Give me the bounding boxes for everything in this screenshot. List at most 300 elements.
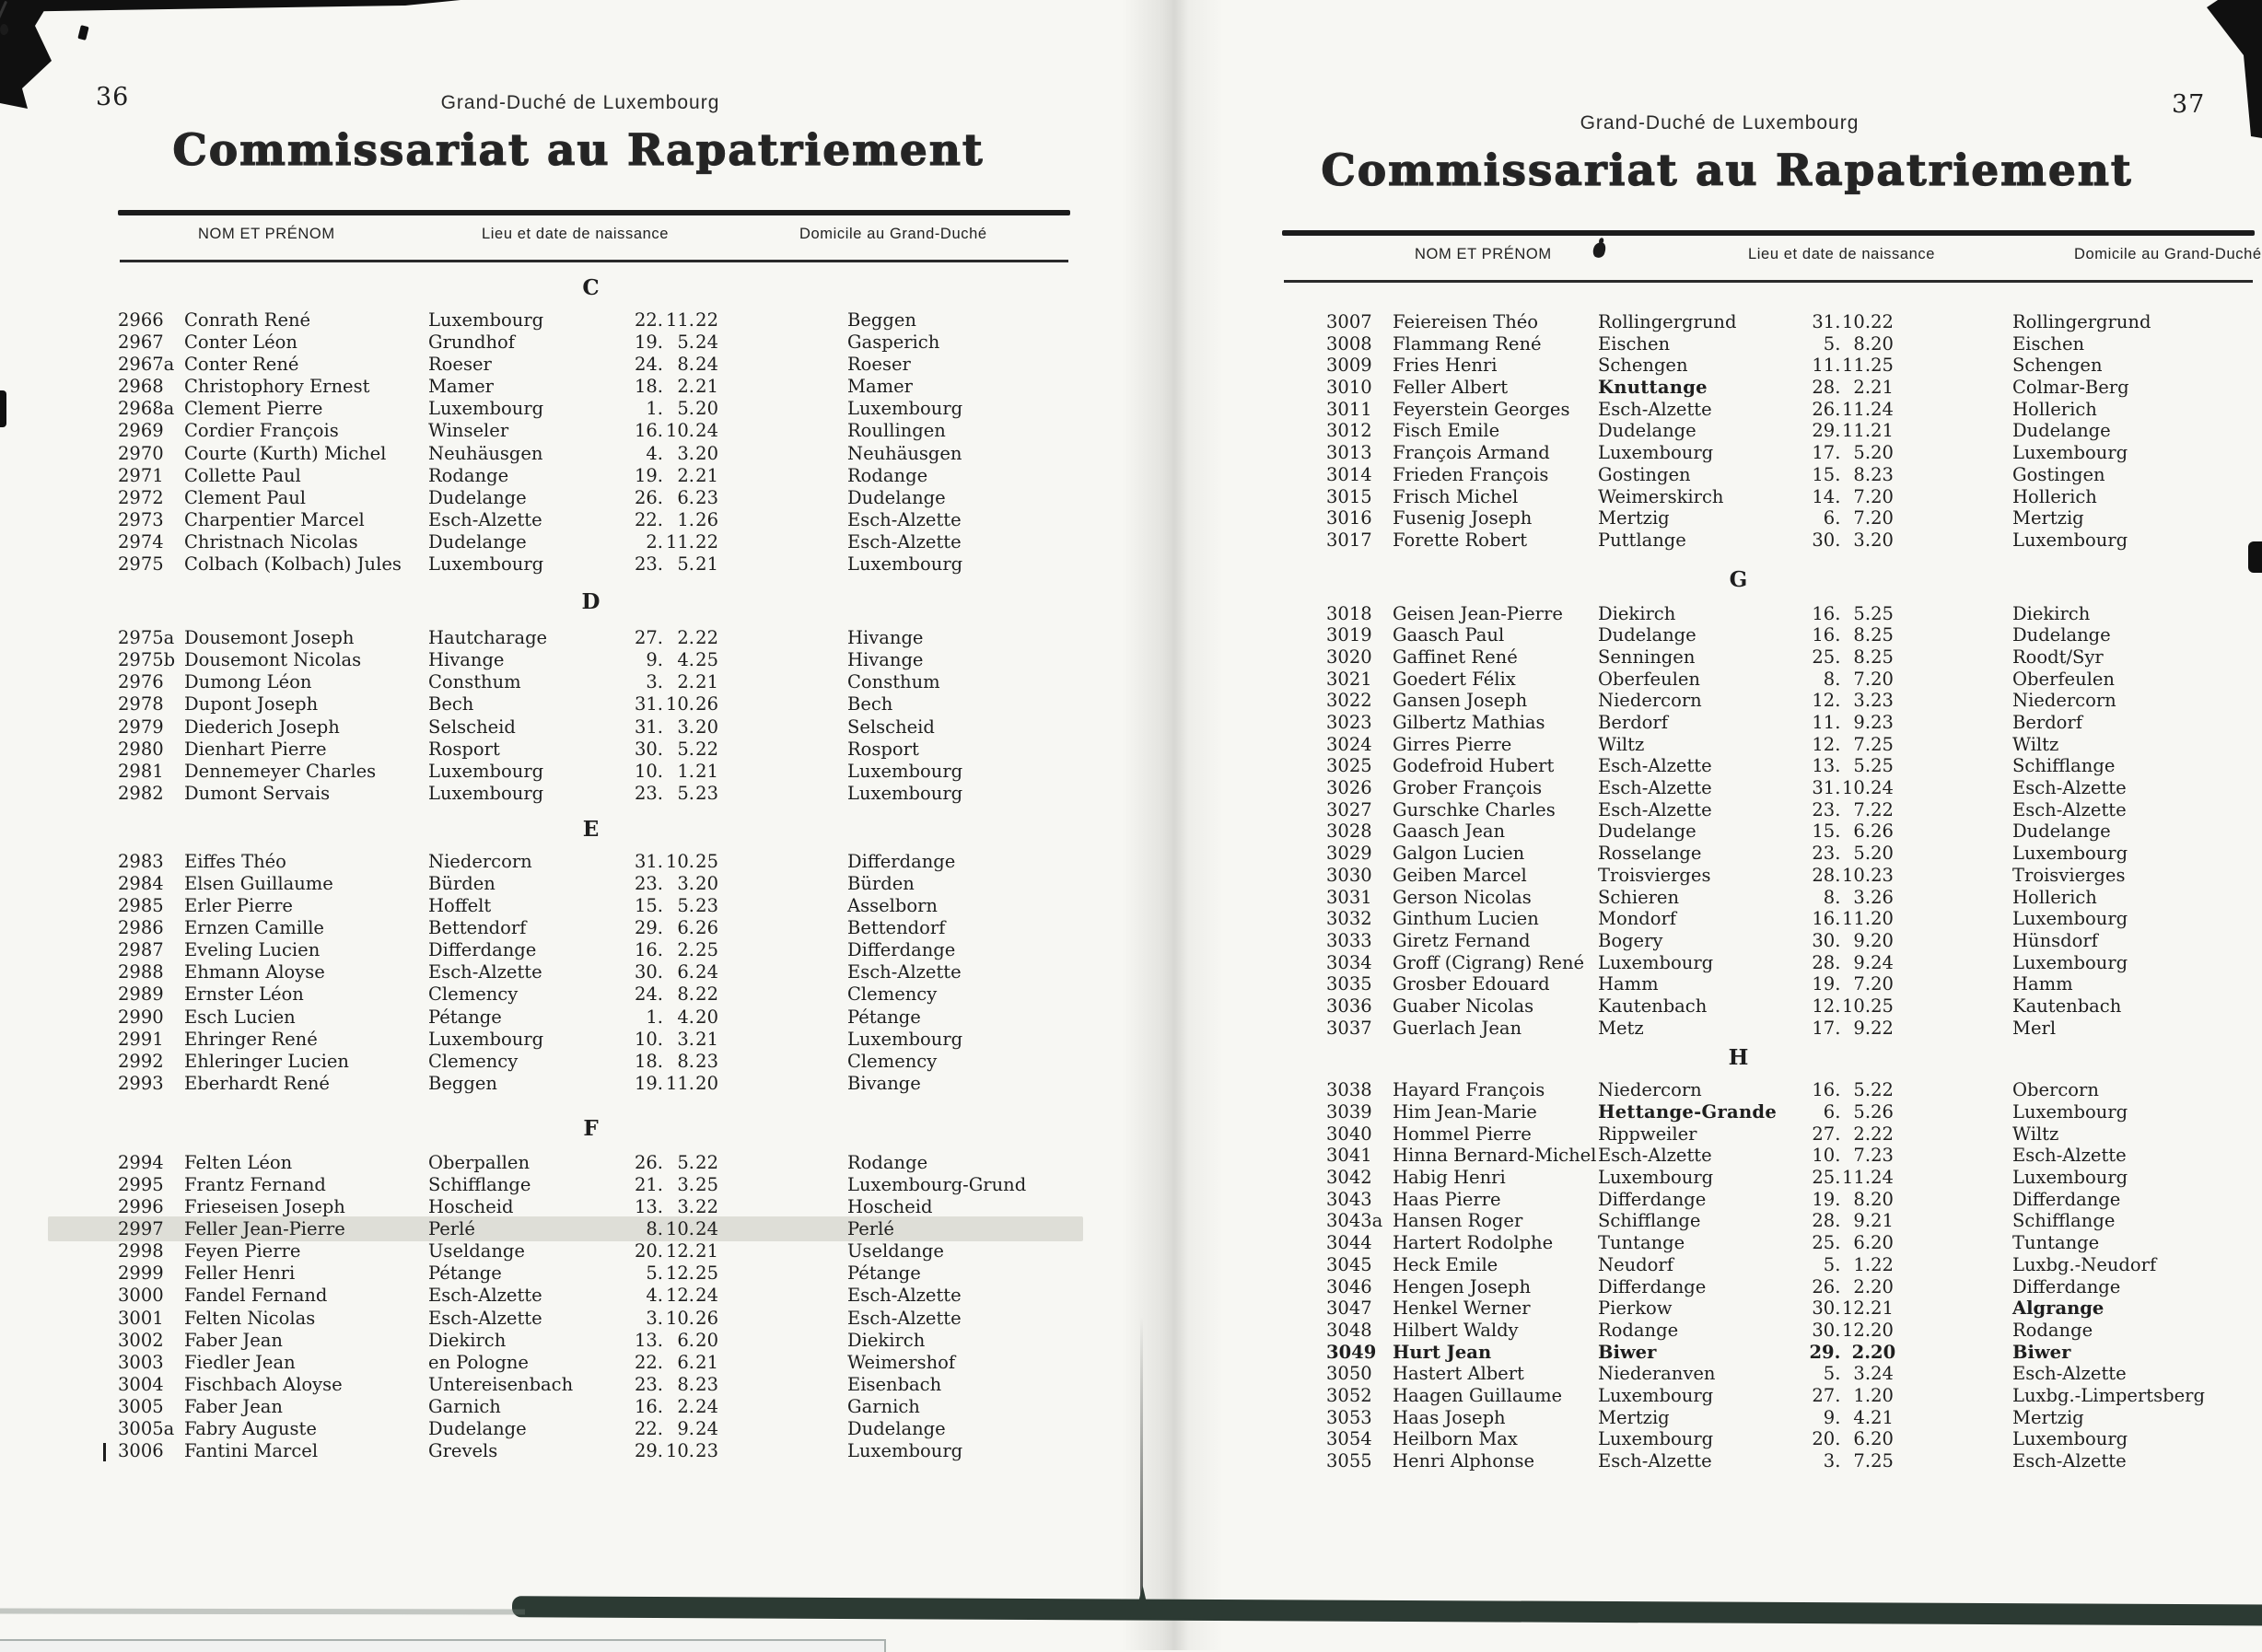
entry-birthdate bbox=[626, 332, 718, 354]
entry-number: 2966 bbox=[118, 309, 164, 331]
entry-domicile: Bivange bbox=[847, 1072, 921, 1094]
table-row bbox=[118, 716, 1076, 739]
birthdate-month: 10. bbox=[665, 1218, 694, 1240]
entry-number: 3054 bbox=[1326, 1428, 1372, 1450]
entry-name: Dennemeyer Charles bbox=[184, 760, 377, 782]
table-row bbox=[118, 895, 1076, 917]
birthdate-day: 30. bbox=[1812, 929, 1841, 951]
section-letter: G bbox=[1729, 566, 1749, 592]
birthdate-month: 10. bbox=[665, 1440, 694, 1462]
birthdate-day: 5. bbox=[1823, 1363, 1841, 1385]
entry-birthplace: Luxembourg bbox=[1598, 1428, 1714, 1450]
entry-domicile: Esch-Alzette bbox=[847, 961, 962, 983]
entry-domicile: Differdange bbox=[847, 850, 956, 872]
entry-number: 3055 bbox=[1326, 1450, 1372, 1472]
entry-birthdate bbox=[1805, 1018, 1894, 1040]
birthdate-month: 3. bbox=[677, 872, 694, 894]
entry-name: Geiben Marcel bbox=[1393, 864, 1527, 886]
birthdate-month: 7. bbox=[1853, 1145, 1871, 1167]
entry-birthdate bbox=[626, 465, 718, 487]
birthdate-day: 8. bbox=[1823, 668, 1841, 690]
entry-birthdate bbox=[1805, 1167, 1894, 1189]
page-fold-line bbox=[1140, 1317, 1143, 1608]
entry-domicile: Beggen bbox=[847, 309, 916, 331]
entry-birthdate bbox=[626, 354, 718, 376]
table-row bbox=[118, 1285, 1076, 1307]
birthdate-day: 4. bbox=[646, 442, 663, 464]
birthdate-month: 9. bbox=[1853, 1210, 1871, 1232]
table-row bbox=[1326, 507, 2256, 529]
entry-domicile: Rollingergrund bbox=[2012, 311, 2151, 332]
entry-birthplace: Consthum bbox=[428, 671, 521, 693]
entry-number: 3027 bbox=[1326, 798, 1372, 820]
birthdate-month: 2. bbox=[677, 671, 694, 693]
entry-number: 2968 bbox=[118, 376, 164, 398]
entry-name: Hayard François bbox=[1393, 1079, 1545, 1101]
entry-number: 3033 bbox=[1326, 929, 1372, 951]
entry-domicile: Schifflange bbox=[2012, 1210, 2116, 1232]
entry-birthplace: Esch-Alzette bbox=[428, 1285, 542, 1307]
entry-birthplace: Tuntange bbox=[1598, 1232, 1685, 1254]
entry-birthplace: Hamm bbox=[1598, 973, 1659, 995]
entry-domicile: Biwer bbox=[2012, 1341, 2071, 1363]
birthdate-year: 22 bbox=[695, 983, 718, 1006]
birthdate-day: 10. bbox=[634, 1028, 663, 1050]
entry-domicile: Bettendorf bbox=[847, 917, 946, 939]
entry-birthplace: Esch-Alzette bbox=[1598, 398, 1712, 420]
entry-birthdate bbox=[1805, 1342, 1894, 1364]
birthdate-day: 23. bbox=[634, 872, 663, 894]
entry-birthdate bbox=[1805, 1123, 1894, 1146]
birthdate-month: 2. bbox=[677, 376, 694, 398]
country-header: Grand-Duché de Luxembourg bbox=[440, 92, 720, 113]
entry-name: Gerson Nicolas bbox=[1393, 886, 1532, 908]
entry-number: 2985 bbox=[118, 895, 164, 917]
entry-name: Dupont Joseph bbox=[184, 693, 319, 715]
entry-number: 3002 bbox=[118, 1329, 164, 1351]
birthdate-day: 19. bbox=[634, 464, 663, 486]
entry-domicile: Useldange bbox=[847, 1240, 944, 1262]
entry-birthplace: Pétange bbox=[428, 1006, 502, 1028]
birthdate-month: 3. bbox=[677, 715, 694, 738]
table-row bbox=[118, 332, 1076, 354]
table-row bbox=[1326, 399, 2256, 421]
entry-birthdate bbox=[1805, 1145, 1894, 1167]
birthdate-day: 15. bbox=[634, 895, 663, 917]
entry-domicile: Schengen bbox=[2012, 355, 2103, 377]
table-row bbox=[1326, 1428, 2256, 1450]
birthdate-year: 22 bbox=[695, 627, 718, 649]
birthdate-month: 6. bbox=[677, 1351, 694, 1373]
entry-birthplace: Esch-Alzette bbox=[428, 508, 542, 530]
section-letter: C bbox=[582, 275, 600, 300]
birthdate-year: 24 bbox=[695, 354, 718, 376]
birthdate-month: 9. bbox=[677, 1418, 694, 1440]
entry-birthdate bbox=[1805, 333, 1894, 355]
table-row bbox=[1326, 799, 2256, 821]
entry-birthdate bbox=[1805, 669, 1894, 691]
entry-birthplace: Esch-Alzette bbox=[1598, 755, 1712, 777]
entry-name: Ehleringer Lucien bbox=[184, 1050, 349, 1072]
birthdate-month: 7. bbox=[1853, 798, 1871, 820]
entry-birthdate bbox=[626, 1152, 718, 1174]
entry-name: Diederich Joseph bbox=[184, 715, 340, 738]
birthdate-day: 31. bbox=[1812, 311, 1841, 332]
birthdate-day: 15. bbox=[1812, 463, 1841, 485]
birthdate-year: 21 bbox=[695, 1028, 718, 1050]
table-row bbox=[1326, 1363, 2256, 1385]
birthdate-year: 22 bbox=[695, 1151, 718, 1173]
birthdate-year: 22 bbox=[1871, 1253, 1894, 1275]
entry-number: 2995 bbox=[118, 1174, 164, 1195]
entry-number: 2992 bbox=[118, 1050, 164, 1072]
entry-birthdate bbox=[626, 1073, 718, 1095]
entry-domicile: Selscheid bbox=[847, 715, 935, 738]
entry-number: 2997 bbox=[118, 1218, 164, 1240]
birthdate-year: 20 bbox=[1871, 908, 1894, 930]
entry-number: 2975 bbox=[118, 553, 164, 576]
entry-birthplace: Bech bbox=[428, 693, 474, 715]
entry-name: Fisch Emile bbox=[1393, 420, 1500, 442]
entry-number: 3012 bbox=[1326, 420, 1372, 442]
entry-birthdate bbox=[1805, 1320, 1894, 1342]
register-section bbox=[1326, 1046, 2256, 1472]
entry-number: 3000 bbox=[118, 1285, 164, 1307]
entry-name: Hartert Rodolphe bbox=[1393, 1232, 1554, 1254]
birthdate-day: 28. bbox=[1812, 1210, 1841, 1232]
birthdate-year: 23 bbox=[695, 1050, 718, 1072]
entry-number: 3050 bbox=[1326, 1363, 1372, 1385]
table-row bbox=[118, 761, 1076, 783]
table-row bbox=[118, 627, 1076, 649]
birthdate-day: 29. bbox=[1809, 1341, 1841, 1363]
entry-birthplace: Dudelange bbox=[1598, 624, 1696, 646]
birthdate-year: 25 bbox=[695, 1174, 718, 1195]
entry-birthdate bbox=[626, 1308, 718, 1330]
birthdate-year: 20 bbox=[1871, 973, 1894, 995]
table-row bbox=[118, 420, 1076, 442]
entry-name: Faber Jean bbox=[184, 1395, 283, 1417]
entry-birthdate bbox=[626, 739, 718, 761]
entry-birthplace: Neudorf bbox=[1598, 1253, 1673, 1275]
entry-birthplace: Diekirch bbox=[428, 1329, 507, 1351]
register-section bbox=[118, 590, 1076, 805]
entry-birthdate bbox=[1805, 311, 1894, 333]
entry-birthdate bbox=[626, 553, 718, 576]
entry-number: 3001 bbox=[118, 1307, 164, 1329]
entry-number: 3039 bbox=[1326, 1101, 1372, 1123]
birthdate-year: 23 bbox=[695, 895, 718, 917]
entry-name: Feiereisen Théo bbox=[1393, 311, 1539, 332]
birthdate-year: 20 bbox=[1871, 1384, 1894, 1406]
entry-domicile: Obercorn bbox=[2012, 1079, 2099, 1101]
entry-birthdate bbox=[1805, 1101, 1894, 1123]
entry-birthdate bbox=[626, 649, 718, 671]
entry-name: Ginthum Lucien bbox=[1393, 908, 1539, 930]
entry-birthplace: Luxembourg bbox=[428, 398, 544, 420]
entry-domicile: Esch-Alzette bbox=[2012, 777, 2127, 799]
birthdate-day: 16. bbox=[1812, 908, 1841, 930]
entry-birthplace: Oberpallen bbox=[428, 1151, 531, 1173]
birthdate-day: 23. bbox=[634, 1373, 663, 1395]
page-37 bbox=[1321, 0, 2262, 1650]
entry-number: 3032 bbox=[1326, 908, 1372, 930]
column-header-domicile: Domicile au Grand-Duché bbox=[799, 226, 987, 242]
birthdate-day: 19. bbox=[634, 1072, 663, 1094]
entry-birthdate bbox=[626, 1285, 718, 1307]
birthdate-day: 12. bbox=[1812, 690, 1841, 712]
entry-number: 3014 bbox=[1326, 463, 1372, 485]
entry-birthplace: Schifflange bbox=[1598, 1210, 1701, 1232]
entry-birthplace: Dudelange bbox=[1598, 420, 1696, 442]
entry-birthdate bbox=[626, 961, 718, 983]
entry-birthplace: Biwer bbox=[1598, 1341, 1657, 1363]
birthdate-day: 26. bbox=[1812, 398, 1841, 420]
table-row bbox=[1326, 820, 2256, 843]
birthdate-month: 5. bbox=[677, 782, 694, 804]
birthdate-year: 26 bbox=[1871, 820, 1894, 843]
entry-domicile: Luxembourg bbox=[2012, 951, 2128, 973]
birthdate-month: 11. bbox=[1842, 355, 1871, 377]
entry-birthdate bbox=[626, 443, 718, 465]
entry-name: Giretz Fernand bbox=[1393, 929, 1531, 951]
table-row bbox=[118, 873, 1076, 895]
birthdate-month: 12. bbox=[665, 1285, 694, 1307]
entry-name: Dienhart Pierre bbox=[184, 738, 327, 760]
entry-domicile: Tuntange bbox=[2012, 1232, 2100, 1254]
entry-birthdate bbox=[1805, 646, 1894, 669]
entry-domicile: Esch-Alzette bbox=[847, 1285, 962, 1307]
birthdate-day: 19. bbox=[634, 332, 663, 354]
entry-birthplace: Diekirch bbox=[1598, 602, 1676, 624]
birthdate-year: 20 bbox=[695, 1329, 718, 1351]
entry-birthdate bbox=[626, 1440, 718, 1462]
entry-domicile: Mamer bbox=[847, 376, 913, 398]
entry-name: Clement Paul bbox=[184, 486, 306, 508]
entry-birthdate bbox=[1805, 399, 1894, 421]
birthdate-day: 24. bbox=[634, 983, 663, 1006]
entry-number: 2967a bbox=[118, 354, 175, 376]
birthdate-month: 8. bbox=[677, 1373, 694, 1395]
entry-name: Goedert Félix bbox=[1393, 668, 1516, 690]
entry-domicile: Consthum bbox=[847, 671, 940, 693]
birthdate-day: 24. bbox=[634, 354, 663, 376]
entry-domicile: Luxembourg bbox=[847, 398, 963, 420]
entry-domicile: Differdange bbox=[847, 939, 956, 961]
table-row bbox=[118, 1051, 1076, 1073]
entry-birthdate bbox=[1805, 464, 1894, 486]
entry-birthdate bbox=[1805, 1189, 1894, 1211]
table-row bbox=[118, 671, 1076, 693]
entry-birthdate bbox=[1805, 355, 1894, 377]
entry-birthdate bbox=[626, 1006, 718, 1029]
birthdate-month: 10. bbox=[1842, 777, 1871, 799]
entry-name: Feyerstein Georges bbox=[1393, 398, 1570, 420]
birthdate-year: 24 bbox=[695, 1418, 718, 1440]
entry-name: Christophory Ernest bbox=[184, 376, 370, 398]
entry-birthplace: Rosport bbox=[428, 738, 500, 760]
entry-number: 3019 bbox=[1326, 624, 1372, 646]
entry-domicile: Garnich bbox=[847, 1395, 920, 1417]
birthdate-day: 2. bbox=[646, 530, 663, 553]
birthdate-day: 10. bbox=[1812, 1145, 1841, 1167]
birthdate-day: 5. bbox=[1823, 1253, 1841, 1275]
birthdate-month: 9. bbox=[1853, 951, 1871, 973]
table-row bbox=[1326, 420, 2256, 442]
entry-number: 2984 bbox=[118, 872, 164, 894]
entry-birthplace: Schengen bbox=[1598, 355, 1688, 377]
entry-birthplace: Perlé bbox=[428, 1218, 475, 1240]
birthdate-day: 30. bbox=[1812, 1319, 1841, 1341]
entry-name: Frieseisen Joseph bbox=[184, 1196, 345, 1218]
entry-domicile: Diekirch bbox=[2012, 602, 2091, 624]
birthdate-year: 20 bbox=[1871, 332, 1894, 355]
entry-birthdate bbox=[1805, 1297, 1894, 1320]
entry-name: Fantini Marcel bbox=[184, 1440, 319, 1462]
entry-birthplace: Dudelange bbox=[428, 530, 527, 553]
entry-birthplace: Luxembourg bbox=[1598, 1384, 1714, 1406]
entry-birthdate bbox=[1805, 507, 1894, 529]
entry-domicile: Hivange bbox=[847, 627, 924, 649]
entry-domicile: Dudelange bbox=[2012, 820, 2111, 843]
table-row bbox=[1326, 1320, 2256, 1342]
section-rows bbox=[1326, 1079, 2256, 1472]
entry-domicile: Luxembourg bbox=[2012, 1428, 2128, 1450]
birthdate-year: 22 bbox=[1871, 311, 1894, 332]
table-row bbox=[118, 1196, 1076, 1218]
birthdate-month: 2. bbox=[1853, 1275, 1871, 1297]
table-row bbox=[1326, 712, 2256, 734]
entry-domicile: Hoscheid bbox=[847, 1196, 933, 1218]
entry-birthplace: Esch-Alzette bbox=[428, 1307, 542, 1329]
birthdate-month: 7. bbox=[1853, 507, 1871, 529]
entry-domicile: Differdange bbox=[2012, 1275, 2121, 1297]
section-letter: E bbox=[582, 816, 600, 842]
table-row bbox=[118, 354, 1076, 376]
entry-name: Haas Pierre bbox=[1393, 1188, 1501, 1210]
entry-number: 3021 bbox=[1326, 668, 1372, 690]
table-row bbox=[118, 983, 1076, 1006]
birthdate-day: 14. bbox=[1812, 485, 1841, 507]
birthdate-year: 22 bbox=[695, 309, 718, 331]
entry-number: 3052 bbox=[1326, 1384, 1372, 1406]
birthdate-month: 8. bbox=[1853, 624, 1871, 646]
entry-birthplace: Luxembourg bbox=[428, 782, 544, 804]
birthdate-year: 25 bbox=[1871, 995, 1894, 1017]
entry-birthplace: Bogery bbox=[1598, 929, 1663, 951]
entry-name: François Armand bbox=[1393, 442, 1550, 464]
entry-birthdate bbox=[626, 873, 718, 895]
birthdate-month: 3. bbox=[677, 442, 694, 464]
entry-domicile: Bürden bbox=[847, 872, 915, 894]
section-rows bbox=[118, 851, 1076, 1095]
birthdate-day: 27. bbox=[634, 627, 663, 649]
birthdate-day: 13. bbox=[634, 1196, 663, 1218]
table-row bbox=[1326, 734, 2256, 756]
entry-name: Geisen Jean-Pierre bbox=[1393, 602, 1563, 624]
section-letter: D bbox=[581, 589, 601, 615]
entry-number: 3003 bbox=[118, 1351, 164, 1373]
entry-name: Felten Nicolas bbox=[184, 1307, 316, 1329]
birthdate-month: 3. bbox=[677, 1028, 694, 1050]
entry-domicile: Luxembourg-Grund bbox=[847, 1174, 1027, 1195]
birthdate-day: 29. bbox=[634, 1440, 663, 1462]
birthdate-month: 5. bbox=[677, 738, 694, 760]
entry-birthdate bbox=[626, 917, 718, 939]
birthdate-month: 11. bbox=[665, 1072, 694, 1094]
birthdate-year: 21 bbox=[1871, 1210, 1894, 1232]
entry-number: 2999 bbox=[118, 1262, 164, 1285]
birthdate-year: 26 bbox=[695, 917, 718, 939]
table-row bbox=[1326, 952, 2256, 974]
entry-number: 3031 bbox=[1326, 886, 1372, 908]
entry-name: Charpentier Marcel bbox=[184, 508, 365, 530]
entry-domicile: Hivange bbox=[847, 649, 924, 671]
birthdate-year: 25 bbox=[1871, 602, 1894, 624]
entry-birthdate bbox=[626, 671, 718, 693]
birthdate-month: 1. bbox=[677, 760, 694, 782]
birthdate-month: 3. bbox=[1853, 690, 1871, 712]
entry-number: 3020 bbox=[1326, 646, 1372, 668]
entry-birthplace: Roeser bbox=[428, 354, 492, 376]
entry-name: Hommel Pierre bbox=[1393, 1123, 1532, 1145]
entry-name: Galgon Lucien bbox=[1393, 843, 1525, 865]
table-row bbox=[1326, 669, 2256, 691]
entry-domicile: Diekirch bbox=[847, 1329, 926, 1351]
entry-domicile: Gasperich bbox=[847, 332, 940, 354]
birthdate-month: 9. bbox=[1853, 929, 1871, 951]
entry-name: Frieden François bbox=[1393, 463, 1549, 485]
entry-domicile: Pétange bbox=[847, 1006, 921, 1028]
birthdate-day: 16. bbox=[1812, 602, 1841, 624]
birthdate-month: 9. bbox=[1853, 1017, 1871, 1039]
entry-number: 3004 bbox=[118, 1373, 164, 1395]
birthdate-day: 27. bbox=[1812, 1384, 1841, 1406]
table-row bbox=[118, 1374, 1076, 1396]
entry-birthdate bbox=[626, 1418, 718, 1440]
entry-birthplace: Weimerskirch bbox=[1598, 485, 1724, 507]
birthdate-month: 3. bbox=[1853, 886, 1871, 908]
birthdate-year: 25 bbox=[1871, 624, 1894, 646]
birthdate-month: 5. bbox=[1853, 1101, 1871, 1123]
entry-number: 3035 bbox=[1326, 973, 1372, 995]
entry-name: Heck Emile bbox=[1393, 1253, 1498, 1275]
birthdate-year: 20 bbox=[1871, 529, 1894, 551]
entry-birthplace: Hoffelt bbox=[428, 895, 492, 917]
entry-name: Feyen Pierre bbox=[184, 1240, 301, 1262]
table-row bbox=[1326, 865, 2256, 887]
entry-name: Haas Joseph bbox=[1393, 1406, 1506, 1428]
table-row bbox=[1326, 887, 2256, 909]
table-row bbox=[118, 917, 1076, 939]
entry-name: Ernzen Camille bbox=[184, 917, 324, 939]
section-letter: H bbox=[1728, 1045, 1750, 1071]
entry-number: 3037 bbox=[1326, 1017, 1372, 1039]
birthdate-month: 5. bbox=[677, 553, 694, 576]
entry-birthdate bbox=[1805, 865, 1894, 887]
entry-name: Hinna Bernard-Michel bbox=[1393, 1145, 1597, 1167]
entry-domicile: Esch-Alzette bbox=[2012, 1450, 2127, 1472]
entry-name: Ernster Léon bbox=[184, 983, 304, 1006]
birthdate-day: 25. bbox=[1812, 1232, 1841, 1254]
entry-birthdate bbox=[626, 487, 718, 509]
entry-birthplace: Bettendorf bbox=[428, 917, 527, 939]
table-row bbox=[1326, 995, 2256, 1018]
entry-number: 3023 bbox=[1326, 712, 1372, 733]
entry-domicile: Esch-Alzette bbox=[2012, 1145, 2127, 1167]
entry-name: Cordier François bbox=[184, 420, 339, 442]
column-header-name: NOM ET PRÉNOM bbox=[1415, 246, 1552, 262]
